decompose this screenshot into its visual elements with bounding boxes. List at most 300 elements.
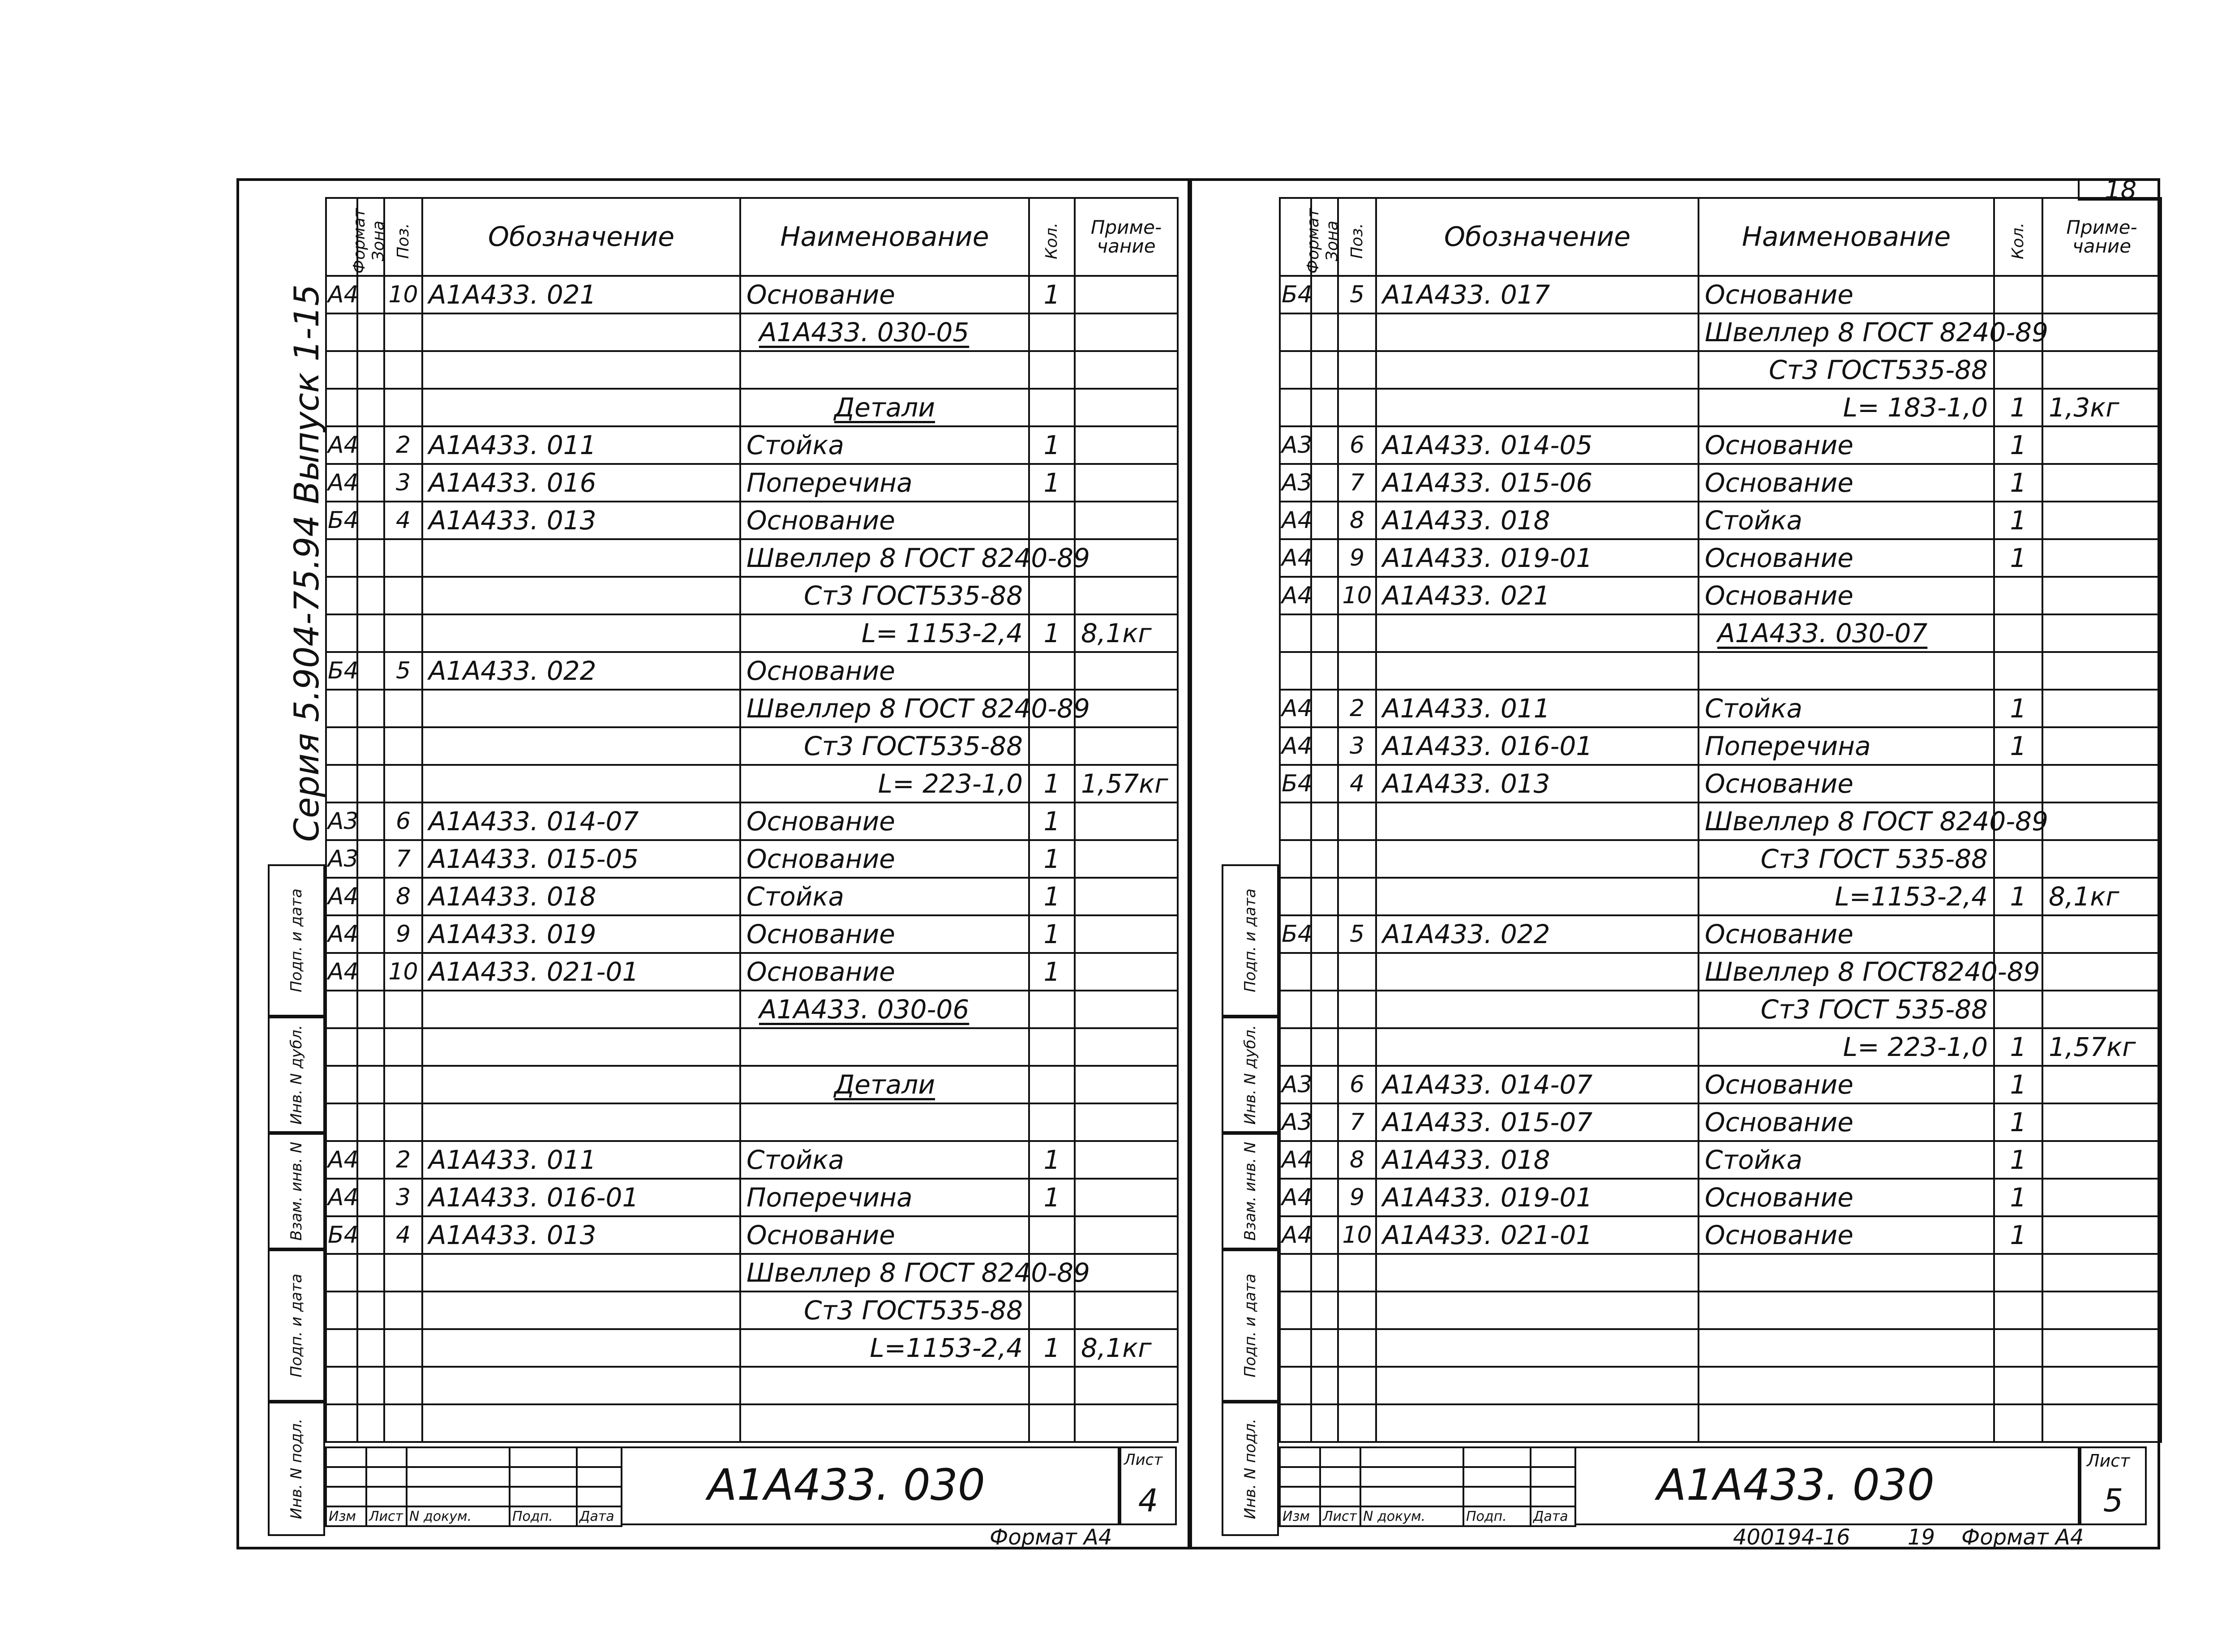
zone-cell <box>1311 1292 1338 1329</box>
quantity-cell <box>1029 1404 1075 1442</box>
name-cell <box>1699 1404 1994 1442</box>
format-cell <box>326 1367 357 1404</box>
designation-cell: А1А433. 013 <box>422 502 740 539</box>
header-qty: Кол. <box>1994 198 2042 276</box>
table-row <box>326 840 1178 878</box>
right-title-code: А1А433. 030 <box>1657 1460 1934 1510</box>
position-cell <box>384 1292 422 1329</box>
format-cell: А4 <box>1280 577 1311 614</box>
designation-cell: А1А433. 014-07 <box>1376 1066 1699 1103</box>
table-row <box>326 577 1178 614</box>
format-cell <box>326 577 357 614</box>
quantity-cell: 1 <box>1994 539 2042 577</box>
quantity-cell <box>1029 991 1075 1028</box>
quantity-cell <box>1029 1367 1075 1404</box>
table-row <box>1280 1329 2161 1367</box>
position-cell: 10 <box>384 276 422 313</box>
note-cell <box>2042 313 2161 351</box>
zone-cell <box>1311 464 1338 502</box>
position-cell: 3 <box>384 1179 422 1216</box>
zone-cell <box>1311 690 1338 727</box>
stamp-doc: N докум. <box>407 1506 510 1526</box>
format-cell: А4 <box>1280 690 1311 727</box>
quantity-cell <box>1994 1404 2042 1442</box>
name-cell: Стойка <box>1699 502 1994 539</box>
position-cell: 8 <box>1338 502 1376 539</box>
designation-cell <box>1376 1329 1699 1367</box>
name-cell: L= 223-1,0 <box>740 765 1029 802</box>
name-cell: Основание <box>1699 765 1994 802</box>
note-cell <box>2042 1179 2161 1216</box>
zone-cell <box>1311 1216 1338 1254</box>
table-row <box>326 539 1178 577</box>
position-cell: 8 <box>1338 1141 1376 1179</box>
position-cell <box>1338 1367 1376 1404</box>
name-cell: Стойка <box>740 878 1029 915</box>
format-cell: А4 <box>326 1179 357 1216</box>
name-cell: Основание <box>740 915 1029 953</box>
position-cell: 8 <box>384 878 422 915</box>
name-cell: Основание <box>1699 426 1994 464</box>
designation-cell <box>1376 652 1699 690</box>
note-cell <box>1075 502 1178 539</box>
name-cell: Основание <box>1699 1216 1994 1254</box>
header-name: Наименование <box>1699 198 1994 276</box>
position-cell <box>384 765 422 802</box>
zone-cell <box>1311 915 1338 953</box>
format-cell <box>326 991 357 1028</box>
zone-cell <box>1311 765 1338 802</box>
quantity-cell <box>1994 1329 2042 1367</box>
designation-cell <box>1376 614 1699 652</box>
format-cell: А3 <box>1280 464 1311 502</box>
format-cell: Б4 <box>1280 276 1311 313</box>
quantity-cell: 1 <box>1029 840 1075 878</box>
right-sheet-label: Лист <box>2087 1451 2130 1471</box>
format-cell <box>1280 652 1311 690</box>
designation-cell <box>1376 389 1699 426</box>
note-cell <box>1075 878 1178 915</box>
name-cell: Основание <box>740 802 1029 840</box>
name-cell: Поперечина <box>740 1179 1029 1216</box>
name-cell: Основание <box>740 1216 1029 1254</box>
zone-cell <box>1311 426 1338 464</box>
quantity-cell: 1 <box>1994 1179 2042 1216</box>
right-page-top-number: 18 <box>2105 176 2137 205</box>
quantity-cell <box>1994 276 2042 313</box>
note-cell <box>2042 1103 2161 1141</box>
note-cell <box>2042 1329 2161 1367</box>
table-row <box>1280 351 2161 389</box>
right-stamp-grid <box>1279 1446 1576 1527</box>
format-cell <box>326 727 357 765</box>
table-row <box>1280 389 2161 426</box>
left-stamp-labels <box>326 1506 622 1526</box>
designation-cell: А1А433. 015-05 <box>422 840 740 878</box>
designation-cell <box>1376 991 1699 1028</box>
left-spec-table <box>325 197 1179 1443</box>
table-row <box>326 1254 1178 1292</box>
designation-cell <box>422 1066 740 1103</box>
table-row <box>1280 953 2161 991</box>
designation-cell <box>1376 313 1699 351</box>
note-cell <box>1075 1103 1178 1141</box>
name-cell: Стойка <box>1699 1141 1994 1179</box>
quantity-cell <box>1029 1103 1075 1141</box>
table-row <box>1280 276 2161 313</box>
zone-cell <box>357 915 384 953</box>
name-cell: L=1153-2,4 <box>740 1329 1029 1367</box>
zone-cell <box>1311 502 1338 539</box>
note-cell <box>1075 464 1178 502</box>
position-cell: 3 <box>1338 727 1376 765</box>
quantity-cell <box>1029 727 1075 765</box>
designation-cell: А1А433. 015-06 <box>1376 464 1699 502</box>
table-row <box>1280 840 2161 878</box>
zone-cell <box>357 276 384 313</box>
format-cell <box>326 1103 357 1141</box>
designation-cell <box>422 727 740 765</box>
zone-cell <box>1311 276 1338 313</box>
name-cell: А1А433. 030-06 <box>740 991 1029 1028</box>
format-cell <box>1280 1028 1311 1066</box>
format-cell: А4 <box>326 464 357 502</box>
format-cell: Б4 <box>1280 915 1311 953</box>
zone-cell <box>357 840 384 878</box>
side-label-vzam-inv: Взам. инв. N <box>268 1133 325 1249</box>
designation-cell <box>422 1292 740 1329</box>
zone-cell <box>1311 577 1338 614</box>
note-cell <box>2042 765 2161 802</box>
table-row <box>326 991 1178 1028</box>
name-cell <box>1699 1329 1994 1367</box>
table-row <box>326 464 1178 502</box>
name-cell: Швеллер 8 ГОСТ 8240-89 <box>740 539 1029 577</box>
name-cell: L=1153-2,4 <box>1699 878 1994 915</box>
note-cell <box>1075 389 1178 426</box>
format-cell: А3 <box>326 802 357 840</box>
position-cell <box>384 727 422 765</box>
designation-cell: А1А433. 019-01 <box>1376 1179 1699 1216</box>
table-row <box>1280 802 2161 840</box>
format-cell: А4 <box>326 1141 357 1179</box>
header-pos: Поз. <box>384 198 422 276</box>
name-cell <box>1699 1367 1994 1404</box>
designation-cell <box>1376 1292 1699 1329</box>
note-cell <box>1075 1254 1178 1292</box>
zone-cell <box>357 502 384 539</box>
quantity-cell: 1 <box>1994 878 2042 915</box>
designation-cell: А1А433. 016-01 <box>422 1179 740 1216</box>
quantity-cell <box>1994 1292 2042 1329</box>
position-cell <box>1338 1028 1376 1066</box>
designation-cell: А1А433. 017 <box>1376 276 1699 313</box>
name-cell: Основание <box>1699 577 1994 614</box>
position-cell <box>1338 840 1376 878</box>
note-cell <box>2042 464 2161 502</box>
name-cell <box>740 1367 1029 1404</box>
designation-cell: А1А433. 018 <box>1376 1141 1699 1179</box>
format-cell <box>326 1292 357 1329</box>
name-cell: Основание <box>740 502 1029 539</box>
format-cell <box>1280 953 1311 991</box>
quantity-cell: 1 <box>1994 426 2042 464</box>
zone-cell <box>1311 1254 1338 1292</box>
designation-cell: А1А433. 021 <box>1376 577 1699 614</box>
zone-cell <box>357 1028 384 1066</box>
designation-cell: А1А433. 013 <box>1376 765 1699 802</box>
position-cell: 7 <box>1338 464 1376 502</box>
header-zone: Зона <box>1311 198 1338 276</box>
zone-cell <box>357 690 384 727</box>
right-header-row <box>1280 198 2161 276</box>
side-label-podp-data-2: Подп. и дата <box>268 1249 325 1402</box>
zone-cell <box>357 1329 384 1367</box>
quantity-cell: 1 <box>1994 389 2042 426</box>
zone-cell <box>357 878 384 915</box>
table-row <box>1280 915 2161 953</box>
note-cell <box>2042 502 2161 539</box>
table-row <box>326 1066 1178 1103</box>
position-cell <box>1338 1404 1376 1442</box>
position-cell: 10 <box>1338 1216 1376 1254</box>
note-cell <box>2042 1066 2161 1103</box>
header-designation: Обозначение <box>1376 198 1699 276</box>
name-cell: Основание <box>740 652 1029 690</box>
note-cell <box>1075 1141 1178 1179</box>
left-sheet-label: Лист <box>1124 1451 1163 1469</box>
name-cell: L= 223-1,0 <box>1699 1028 1994 1066</box>
note-cell <box>1075 1367 1178 1404</box>
table-row <box>1280 426 2161 464</box>
designation-cell <box>1376 1254 1699 1292</box>
position-cell: 9 <box>1338 539 1376 577</box>
format-cell <box>1280 840 1311 878</box>
designation-cell <box>1376 1028 1699 1066</box>
quantity-cell <box>1994 577 2042 614</box>
note-cell <box>1075 727 1178 765</box>
format-cell <box>1280 351 1311 389</box>
name-cell: А1А433. 030-07 <box>1699 614 1994 652</box>
zone-cell <box>357 1404 384 1442</box>
name-cell: Детали <box>740 1066 1029 1103</box>
designation-cell: А1А433. 011 <box>422 1141 740 1179</box>
quantity-cell: 1 <box>1994 690 2042 727</box>
zone-cell <box>357 313 384 351</box>
quantity-cell <box>1994 765 2042 802</box>
note-cell <box>2042 991 2161 1028</box>
zone-cell <box>357 389 384 426</box>
note-cell <box>1075 1028 1178 1066</box>
quantity-cell: 1 <box>1994 1028 2042 1066</box>
stamp-list: Лист <box>1320 1506 1360 1526</box>
position-cell: 5 <box>1338 915 1376 953</box>
position-cell <box>384 313 422 351</box>
zone-cell <box>357 727 384 765</box>
designation-cell: А1А433. 016 <box>422 464 740 502</box>
format-cell <box>326 389 357 426</box>
quantity-cell <box>1029 313 1075 351</box>
note-cell <box>2042 690 2161 727</box>
table-row <box>326 765 1178 802</box>
position-cell: 5 <box>384 652 422 690</box>
note-cell <box>1075 1404 1178 1442</box>
position-cell <box>1338 614 1376 652</box>
stamp-izm: Изм <box>1280 1506 1320 1526</box>
position-cell <box>1338 389 1376 426</box>
note-cell <box>1075 1292 1178 1329</box>
name-cell: L= 1153-2,4 <box>740 614 1029 652</box>
note-cell <box>2042 1404 2161 1442</box>
position-cell <box>384 991 422 1028</box>
left-header-row <box>326 198 1178 276</box>
position-cell: 10 <box>1338 577 1376 614</box>
quantity-cell: 1 <box>1994 1103 2042 1141</box>
table-row <box>1280 1103 2161 1141</box>
designation-cell: А1А433. 018 <box>422 878 740 915</box>
designation-cell <box>422 351 740 389</box>
format-cell: Б4 <box>326 502 357 539</box>
name-cell: Швеллер 8 ГОСТ 8240-89 <box>1699 313 1994 351</box>
position-cell: 4 <box>1338 765 1376 802</box>
format-cell <box>326 765 357 802</box>
quantity-cell <box>1029 1028 1075 1066</box>
designation-cell <box>422 1329 740 1367</box>
name-cell <box>740 351 1029 389</box>
note-cell <box>2042 915 2161 953</box>
position-cell: 6 <box>1338 1066 1376 1103</box>
note-cell <box>1075 991 1178 1028</box>
table-row <box>326 1141 1178 1179</box>
position-cell: 4 <box>384 502 422 539</box>
designation-cell: А1А433. 021 <box>422 276 740 313</box>
quantity-cell: 1 <box>1029 802 1075 840</box>
zone-cell <box>1311 727 1338 765</box>
designation-cell: А1А433. 015-07 <box>1376 1103 1699 1141</box>
zone-cell <box>1311 351 1338 389</box>
quantity-cell: 1 <box>1029 1141 1075 1179</box>
format-cell: А4 <box>326 953 357 991</box>
format-cell: Б4 <box>326 1216 357 1254</box>
format-cell: А4 <box>1280 1216 1311 1254</box>
header-note: Приме-чание <box>1075 198 1178 276</box>
position-cell: 9 <box>1338 1179 1376 1216</box>
header-note: Приме-чание <box>2042 198 2161 276</box>
header-qty: Кол. <box>1029 198 1075 276</box>
format-cell <box>1280 1254 1311 1292</box>
position-cell <box>384 389 422 426</box>
position-cell <box>384 690 422 727</box>
quantity-cell: 1 <box>1029 953 1075 991</box>
zone-cell <box>357 1103 384 1141</box>
format-cell: А4 <box>1280 1179 1311 1216</box>
format-cell: А4 <box>326 878 357 915</box>
quantity-cell <box>1029 351 1075 389</box>
quantity-cell: 1 <box>1994 464 2042 502</box>
quantity-cell: 1 <box>1994 502 2042 539</box>
zone-cell <box>357 1179 384 1216</box>
right-archive-page: 19 <box>1908 1525 1935 1550</box>
position-cell: 7 <box>1338 1103 1376 1141</box>
right-archive-number: 400194-16 <box>1733 1525 1850 1550</box>
name-cell: Швеллер 8 ГОСТ 8240-89 <box>1699 802 1994 840</box>
quantity-cell: 1 <box>1994 1141 2042 1179</box>
designation-cell: А1А433. 019-01 <box>1376 539 1699 577</box>
zone-cell <box>357 1367 384 1404</box>
left-series-label: Серия 5.904-75.94 Выпуск 1-15 <box>287 284 326 842</box>
note-cell <box>2042 802 2161 840</box>
note-cell: 8,1кг <box>1075 1329 1178 1367</box>
zone-cell <box>1311 313 1338 351</box>
designation-cell <box>1376 878 1699 915</box>
table-row <box>1280 727 2161 765</box>
table-row <box>326 1329 1178 1367</box>
note-cell <box>2042 351 2161 389</box>
zone-cell <box>1311 840 1338 878</box>
position-cell <box>384 1066 422 1103</box>
table-row <box>1280 878 2161 915</box>
name-cell: Стойка <box>740 1141 1029 1179</box>
table-row <box>1280 1179 2161 1216</box>
position-cell: 7 <box>384 840 422 878</box>
position-cell <box>384 577 422 614</box>
position-cell: 2 <box>1338 690 1376 727</box>
quantity-cell <box>1029 502 1075 539</box>
quantity-cell: 1 <box>1029 614 1075 652</box>
table-row <box>326 502 1178 539</box>
note-cell: 1,57кг <box>1075 765 1178 802</box>
note-cell <box>1075 1066 1178 1103</box>
name-cell: Детали <box>740 389 1029 426</box>
note-cell <box>2042 276 2161 313</box>
quantity-cell <box>1994 1367 2042 1404</box>
name-cell: Основание <box>740 953 1029 991</box>
position-cell: 9 <box>384 915 422 953</box>
format-cell <box>1280 878 1311 915</box>
zone-cell <box>357 464 384 502</box>
note-cell <box>2042 1141 2161 1179</box>
table-row <box>326 878 1178 915</box>
zone-cell <box>357 991 384 1028</box>
zone-cell <box>1311 1179 1338 1216</box>
zone-cell <box>1311 953 1338 991</box>
position-cell: 10 <box>384 953 422 991</box>
zone-cell <box>357 577 384 614</box>
zone-cell <box>357 802 384 840</box>
format-cell <box>326 1066 357 1103</box>
side-label-podp-data: Подп. и дата <box>268 864 325 1017</box>
zone-cell <box>357 1066 384 1103</box>
note-cell <box>1075 690 1178 727</box>
designation-cell <box>422 1254 740 1292</box>
table-row <box>326 313 1178 351</box>
table-row <box>326 953 1178 991</box>
position-cell <box>384 614 422 652</box>
table-row <box>1280 1066 2161 1103</box>
name-cell <box>1699 1292 1994 1329</box>
zone-cell <box>1311 1028 1338 1066</box>
name-cell: Основание <box>1699 1179 1994 1216</box>
side-label-inv-dubl: Инв. N дубл. <box>1222 1017 1279 1133</box>
note-cell <box>2042 1216 2161 1254</box>
designation-cell <box>422 1103 740 1141</box>
designation-cell <box>422 1367 740 1404</box>
zone-cell <box>1311 991 1338 1028</box>
designation-cell: А1А433. 021-01 <box>1376 1216 1699 1254</box>
table-row <box>1280 1292 2161 1329</box>
stamp-sign: Подп. <box>1463 1506 1531 1526</box>
quantity-cell <box>1029 652 1075 690</box>
